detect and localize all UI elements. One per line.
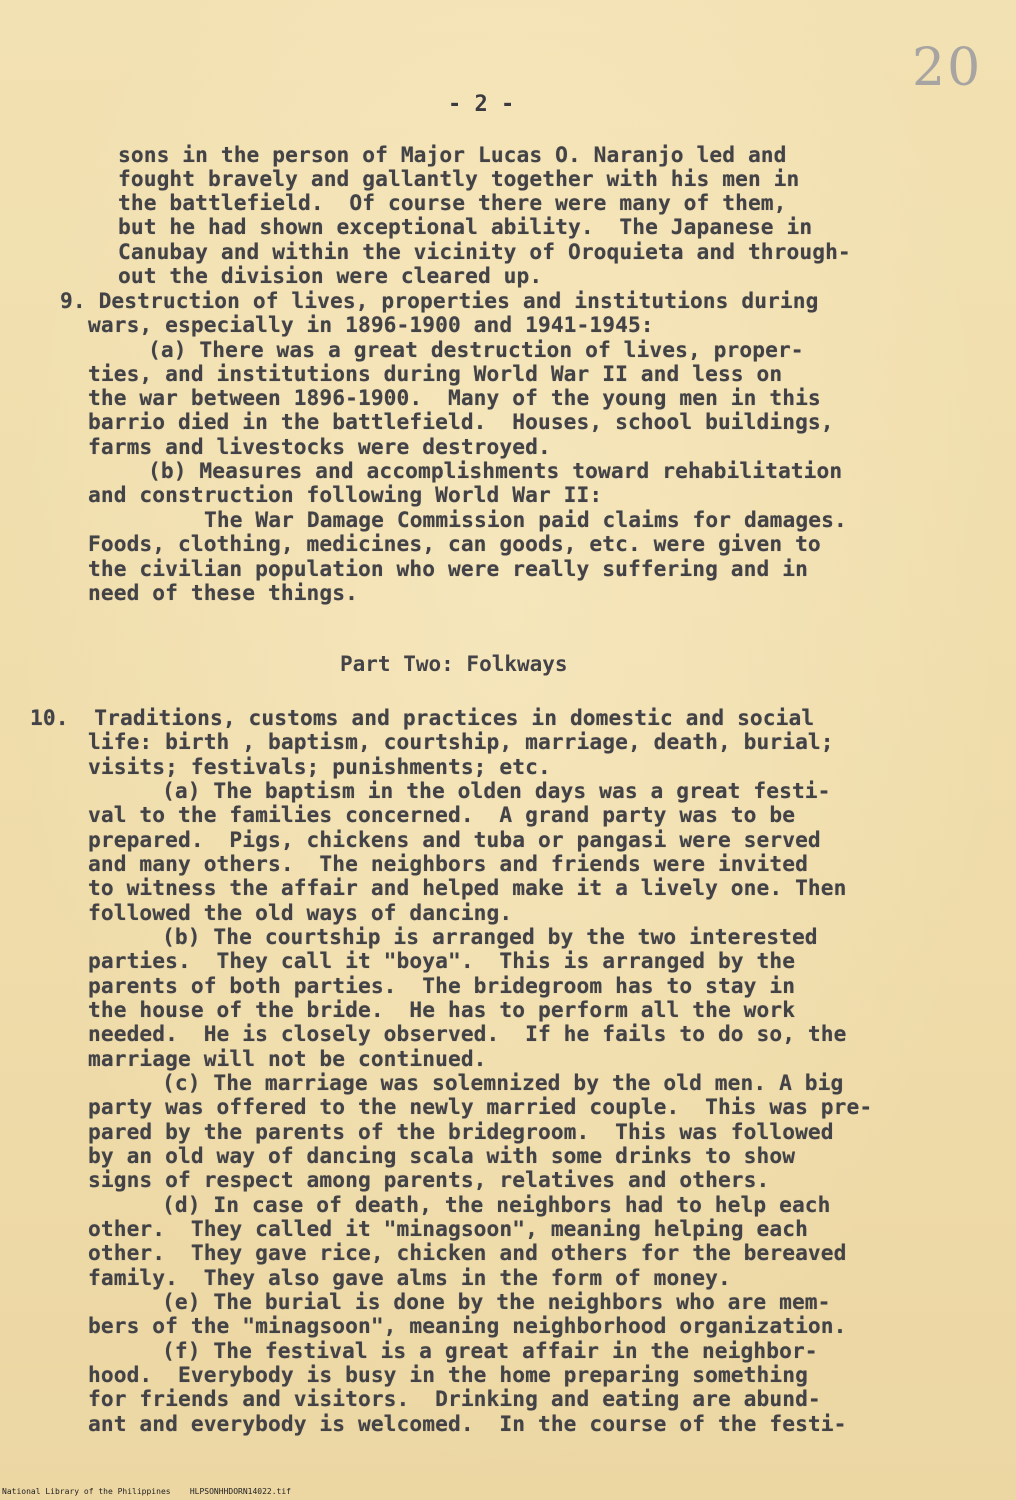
text-line: marriage will not be continued. (88, 1046, 487, 1071)
text-line: parents of both parties. The bridegroom has to stay in (88, 973, 796, 998)
text-line: hood. Everybody is busy in the home preparing something (88, 1362, 808, 1387)
text-line: (d) In case of death, the neighbors had to help each (162, 1192, 831, 1217)
text-line: farms and livestocks were destroyed. (88, 434, 551, 459)
text-line: sons in the person of Major Lucas O. Naranjo led and (118, 142, 787, 167)
text-line: signs of respect among parents, relatives and others. (88, 1167, 770, 1192)
text-line: family. They also gave alms in the form of money. (88, 1265, 731, 1290)
text-line: needed. He is closely observed. If he fails to do so, the (88, 1021, 847, 1046)
text-line: Foods, clothing, medicines, can goods, etc. were given to (88, 531, 821, 556)
text-line: (f) The festival is a great affair in the neighbor- (162, 1338, 818, 1363)
text-line: ties, and institutions during World War II and less on (88, 361, 783, 386)
text-line: The War Damage Commission paid claims for damages. (204, 507, 847, 532)
text-line: other. They gave rice, chicken and others for the bereaved (88, 1240, 847, 1265)
text-line: fought bravely and gallantly together with his men in (118, 166, 800, 191)
text-line: barrio died in the battlefield. Houses, school buildings, (88, 409, 834, 434)
text-line: wars, especially in 1896-1900 and 1941-1945: (88, 312, 654, 337)
archive-footer: National Library of the Philippines HLPSONHHDORN14022.tif (2, 1487, 291, 1496)
text-line: and construction following World War II: (88, 482, 603, 507)
text-line: the war between 1896-1900. Many of the young men in this (88, 385, 821, 410)
text-line: 9. Destruction of lives, properties and institutions during (60, 288, 819, 313)
text-line: the house of the bride. He has to perform all the work (88, 997, 796, 1022)
text-line: and many others. The neighbors and friends were invited (88, 851, 808, 876)
text-line: for friends and visitors. Drinking and eating are abund- (88, 1386, 821, 1411)
text-line: need of these things. (88, 580, 358, 605)
text-line: 10. Traditions, customs and practices in domestic and social (30, 705, 815, 730)
text-line: (e) The burial is done by the neighbors who are mem- (162, 1289, 831, 1314)
text-line: ant and everybody is welcomed. In the course of the festi- (88, 1411, 847, 1436)
text-line: the civilian population who were really suffering and in (88, 556, 808, 581)
page-marker: - 2 - (448, 92, 515, 117)
text-line: val to the families concerned. A grand party was to be (88, 802, 796, 827)
text-line: parties. They call it "boya". This is arranged by the (88, 948, 796, 973)
text-line: pared by the parents of the bridegroom. This was followed (88, 1119, 834, 1144)
text-line: to witness the affair and helped make it a lively one. Then (88, 875, 847, 900)
text-line: party was offered to the newly married couple. This was pre- (88, 1094, 873, 1119)
text-line: (a) There was a great destruction of lives, proper- (148, 337, 804, 362)
text-line: prepared. Pigs, chickens and tuba or pangasi were served (88, 827, 821, 852)
text-line: visits; festivals; punishments; etc. (88, 754, 551, 779)
section-heading: Part Two: Folkways (340, 652, 568, 676)
text-line: Canubay and within the vicinity of Oroquieta and through- (118, 239, 851, 264)
text-line: (a) The baptism in the olden days was a great festi- (162, 778, 831, 803)
text-line: life: birth , baptism, courtship, marriage, death, burial; (88, 729, 834, 754)
text-line: followed the old ways of dancing. (88, 900, 513, 925)
text-line: by an old way of dancing scala with some drinks to show (88, 1143, 796, 1168)
text-line: bers of the "minagsoon", meaning neighborhood organization. (88, 1313, 847, 1338)
text-line: (b) The courtship is arranged by the two interested (162, 924, 818, 949)
text-line: the battlefield. Of course there were many of them, (118, 190, 787, 215)
text-line: but he had shown exceptional ability. The Japanese in (118, 214, 813, 239)
text-line: (b) Measures and accomplishments toward rehabilitation (148, 458, 843, 483)
text-line: (c) The marriage was solemnized by the old men. A big (162, 1070, 844, 1095)
text-line: other. They called it "minagsoon", meaning helping each (88, 1216, 808, 1241)
text-line: out the division were cleared up. (118, 263, 543, 288)
page-number-stamp: 20 (912, 38, 983, 98)
